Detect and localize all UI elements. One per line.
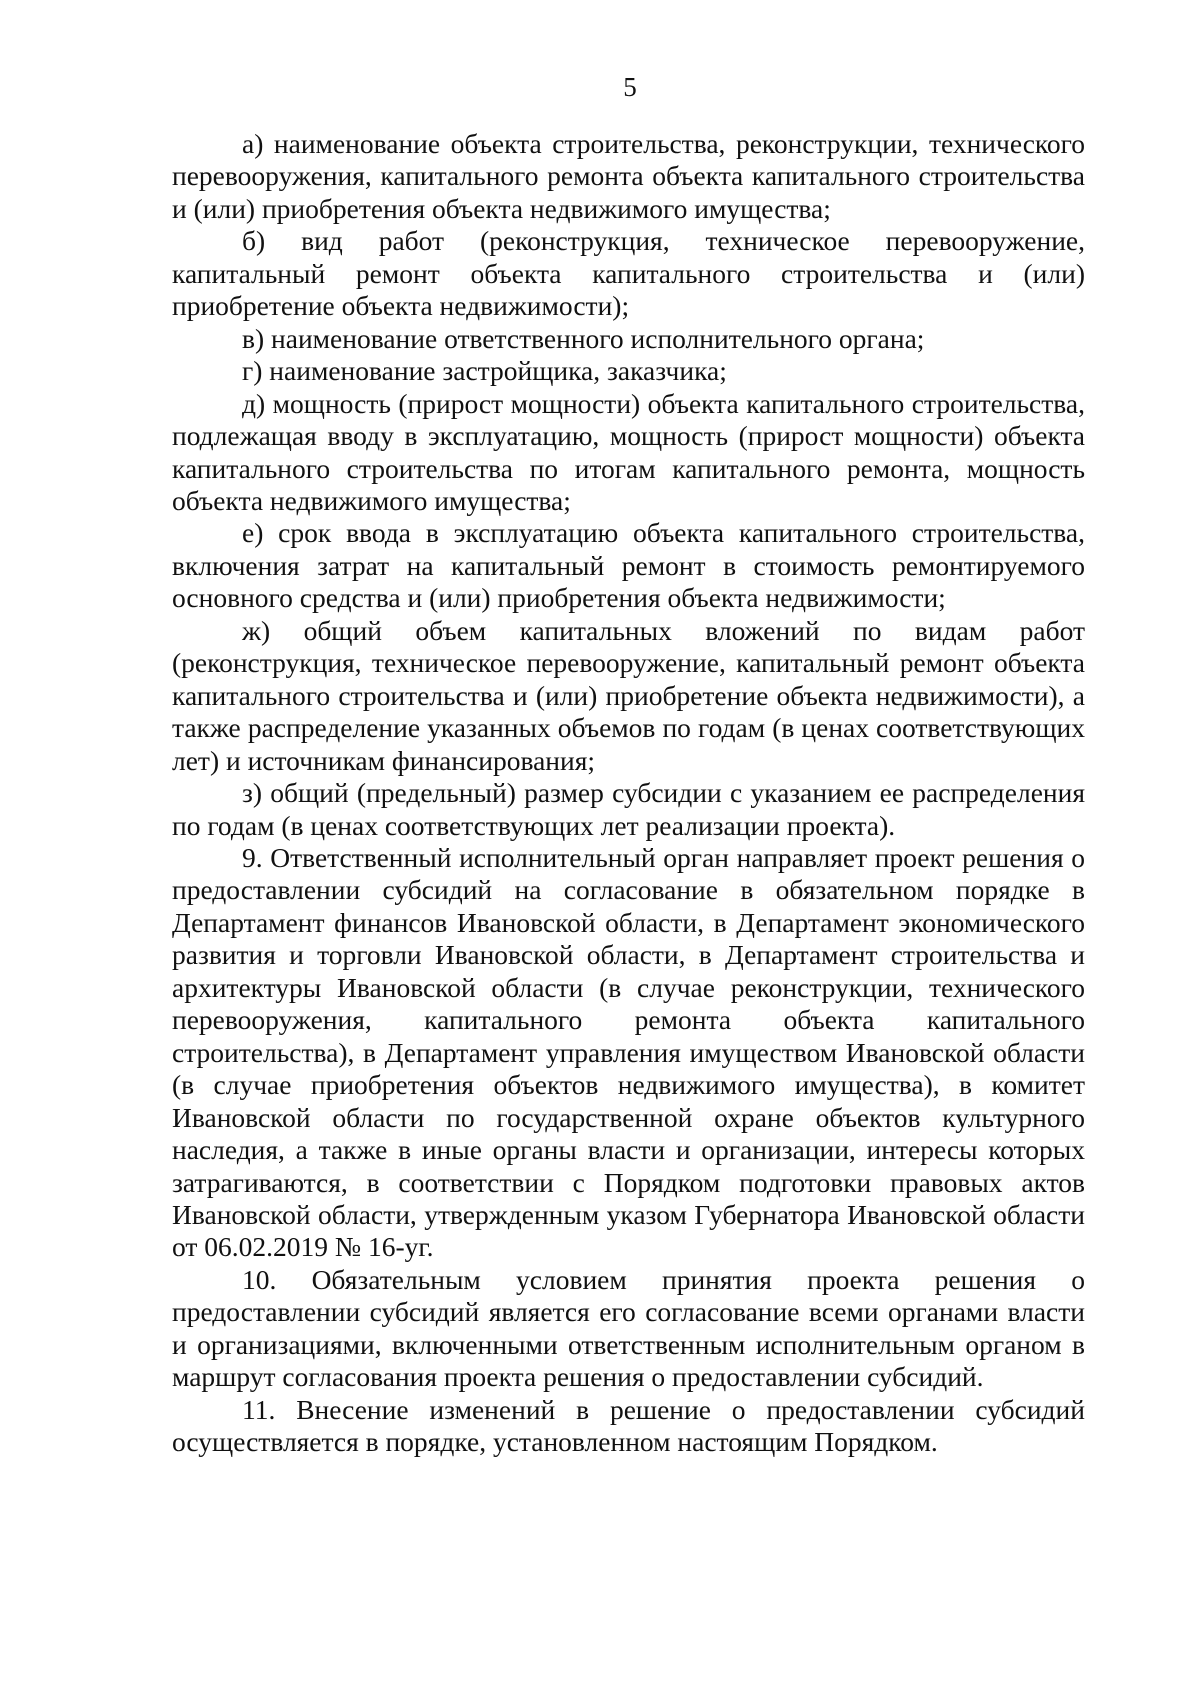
subparagraph-a: а) наименование объекта строительства, реконструкции, технического перевооружения, капитального ремонта объекта капитального строительства и (или) приобретения объекта недвижимого имущества;: [172, 128, 1085, 224]
subparagraph-d: д) мощность (прирост мощности) объекта капитального строительства, подлежащая вводу в эксплуатацию, мощность (прирост мощности) объекта капитального строительства по итогам капитального ремонта, мощность объекта недвижимого имущества;: [172, 387, 1085, 516]
paragraph-9: 9. Ответственный исполнительный орган направляет проект решения о предоставлении субсидий на согласование в обязательном порядке в Департамент финансов Ивановской области, в Департамент экономического развития и торговли Ивановской области, в Департамент строительства и архитектуры Ивановской области (в случае реконструкции, технического перевооружения, капитального ремонта объекта капитального строительства), в Департамент управления имуществом Ивановской области (в случае приобретения объектов недвижимого имущества), в комитет Ивановской области по государственной охране объектов культурного наследия, а также в иные органы власти и организации, интересы которых затрагиваются, в соответствии с Порядком подготовки правовых актов Ивановской области, утвержденным указом Губернатора Ивановской области от 06.02.2019 № 16-уг.: [172, 841, 1085, 1263]
paragraph-10: 10. Обязательным условием принятия проекта решения о предоставлении субсидий является его согласование всеми органами власти и организациями, включенными ответственным исполнительным органом в маршрут согласования проекта решения о предоставлении субсидий.: [172, 1263, 1085, 1393]
paragraph-11: 11. Внесение изменений в решение о предоставлении субсидий осуществляется в порядке, установленном настоящим Порядком.: [172, 1393, 1085, 1458]
subparagraph-zh: ж) общий объем капитальных вложений по видам работ (реконструкция, техническое перевооружение, капитальный ремонт объекта капитального строительства и (или) приобретение объекта недвижимости), а также распределение указанных объемов по годам (в ценах соответствующих лет) и источникам финансирования;: [172, 614, 1085, 776]
subparagraph-e: е) срок ввода в эксплуатацию объекта капитального строительства, включения затрат на капитальный ремонт в стоимость ремонтируемого основного средства и (или) приобретения объекта недвижимости;: [172, 517, 1085, 614]
subparagraph-b: б) вид работ (реконструкция, техническое перевооружение, капитальный ремонт объекта капитального строительства и (или) приобретение объекта недвижимости);: [172, 225, 1085, 322]
subparagraph-g: г) наименование застройщика, заказчика;: [242, 355, 727, 387]
subparagraph-z: з) общий (предельный) размер субсидии с указанием ее распределения по годам (в ценах соответствующих лет реализации проекта).: [172, 777, 1085, 841]
document-body: [172, 128, 1085, 1459]
subparagraph-v: в) наименование ответственного исполнительного органа;: [242, 322, 925, 354]
page-number: 5: [623, 72, 637, 102]
